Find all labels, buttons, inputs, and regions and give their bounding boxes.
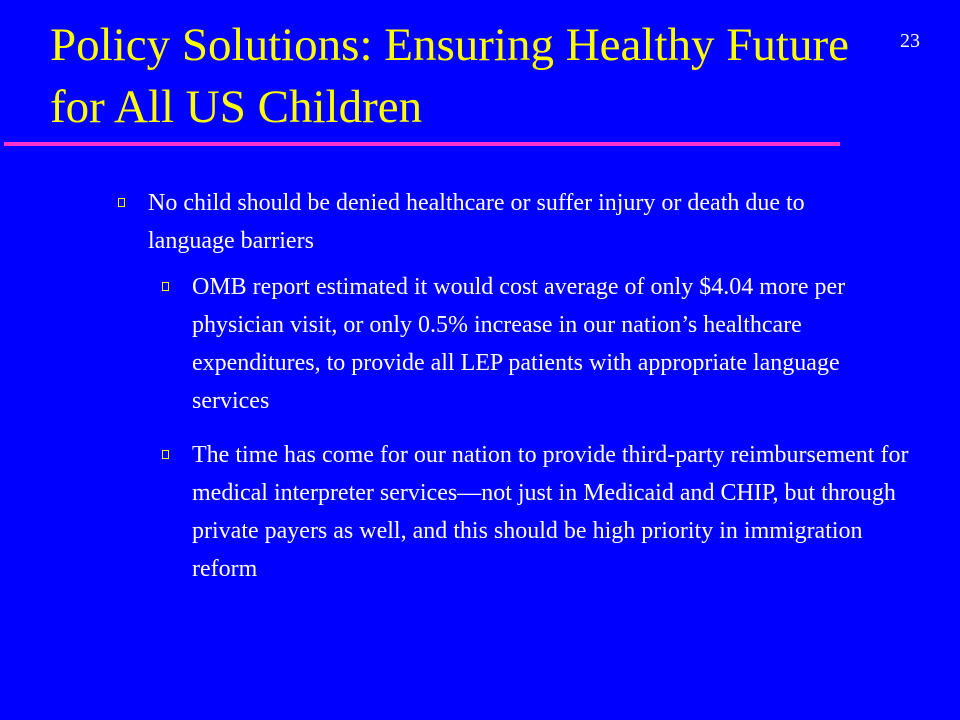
square-bullet-icon (162, 448, 172, 462)
title-underline-rule (4, 142, 840, 146)
slide-number: 23 (900, 30, 920, 52)
bullet-item-level-1 (148, 184, 888, 260)
bullet-item-level-2 (192, 436, 912, 588)
slide-title: Policy Solutions: Ensuring Healthy Future for All US Children (50, 19, 849, 133)
square-bullet-icon (162, 280, 172, 294)
bullet-item-level-2 (192, 268, 912, 420)
bullet-text: OMB report estimated it would cost average of only $4.04 more per physician visit, or only 0.5% increase in our nation’s healthcare expenditures, to provide all LEP patients with appropriate language services (192, 274, 846, 414)
square-bullet-icon (118, 196, 128, 210)
bullet-text: No child should be denied healthcare or suffer injury or death due to language barriers (148, 190, 805, 254)
bullet-text: The time has come for our nation to provide third-party reimbursement for medical interpreter services—not just in Medicaid and CHIP, but through private payers as well, and this should be high priority in immigration reform (192, 442, 909, 582)
